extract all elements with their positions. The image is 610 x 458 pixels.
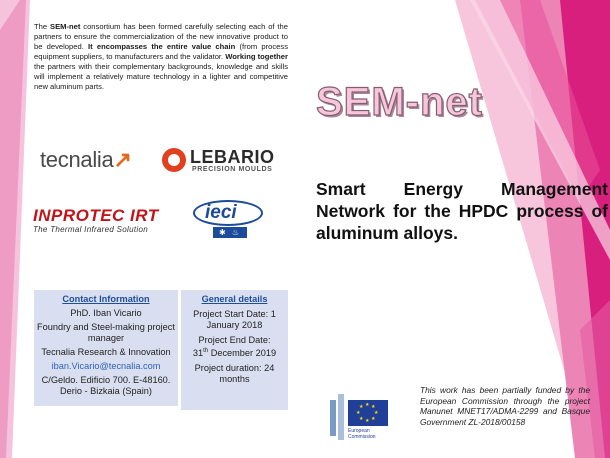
funding-note: This work has been partially funded by the European Commission through the project Manunet MNET17/ADMA-2299 and Basque Government ZL-2018/00158	[420, 385, 590, 427]
contact-name: PhD. Iban Vicario	[70, 308, 142, 318]
project-end: Project End Date: 31th December 2019	[192, 335, 277, 359]
contact-org: Tecnalia Research & Innovation	[41, 347, 171, 357]
general-heading: General details	[201, 294, 268, 304]
general-details-card	[181, 290, 288, 410]
contact-heading: Contact Information	[62, 294, 150, 304]
page-title: SEM-net	[316, 80, 483, 124]
project-subtitle: Smart Energy Management Network for the HPDC process of aluminum alloys.	[316, 179, 608, 243]
eu-logo	[330, 388, 412, 448]
contact-card	[34, 290, 178, 406]
contact-address: C/Geldo. Edificio 700. E-48160. Derio - Bizkaia (Spain)	[41, 375, 171, 396]
ieci-symbols-icon: ✱ ♨	[213, 227, 247, 238]
contact-role: Foundry and Steel-making project manager	[37, 322, 175, 343]
eu-caption: European Commission	[348, 428, 376, 440]
ieci-logo: ieci ✱ ♨	[193, 200, 265, 240]
brand-name: SEM-net	[50, 22, 81, 31]
contact-email-link[interactable]: iban.Vicario@tecnalia.com	[51, 361, 161, 371]
eu-flag-icon: ★ ★ ★ ★ ★ ★ ★ ★	[348, 400, 388, 426]
tecnalia-logo: tecnalia↗	[40, 147, 132, 172]
project-duration: Project duration: 24 months	[194, 363, 275, 385]
consortium-description: The SEM-net consortium has been formed carefully selecting each of the partners to ensure the commercialization of the new innovative product to be developed. It encompasses the entire value chain (from process equipment suppliers, to manufacturers and the validator. Working together the partners with their complementary backgrounds, knowledge and skills will implement a relatively mature technology in a lighter and competitive new aluminum parts.	[34, 22, 288, 91]
project-start: Project Start Date: 1 January 2018	[193, 309, 276, 330]
lebario-mark-icon	[162, 148, 186, 172]
inprotec-logo: INPROTEC IRT The Thermal Infrared Solution	[33, 206, 159, 234]
